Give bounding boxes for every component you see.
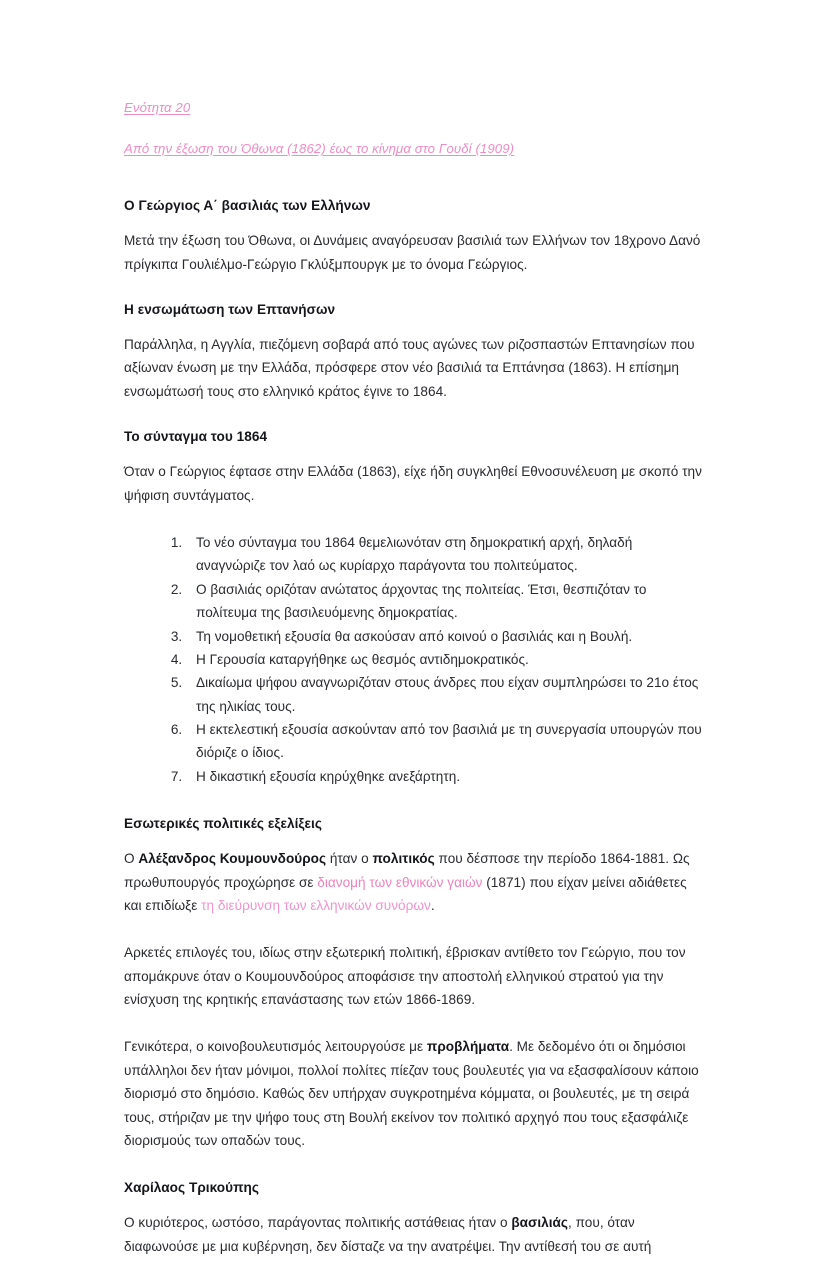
text-fragment: (1871) που είχαν μείνει αδιάθετες και επιδίωξε [124, 874, 687, 913]
paragraph-trikoupis [124, 1211, 704, 1258]
heading-constitution-1864: Το σύνταγμα του 1864 [124, 429, 268, 445]
text-fragment: . Με δεδομένο ότι οι δημόσιοι υπάλληλοι δεν ήταν μόνιμοι, πολλοί πολίτες πίεζαν τους βουλευτές για να εξασφαλίσουν κάποιο διορισμό στο δημόσιο. Καθώς δεν υπήρχαν συγκροτημένα κόμματα, οι βουλευτές, με τη σειρά τους, στήριζαν με την ψήφο τους στη Βουλή εκείνον τον πολιτικό αρχηγό που τους εξασφάλιζε διορισμούς των οπαδών τους. [124, 1039, 699, 1148]
bold-king: βασιλιάς [511, 1215, 568, 1231]
text-fragment: Ο [124, 851, 139, 867]
bold-problems: προβλήματα [426, 1039, 510, 1055]
paragraph-eptanisa-annexation: Παράλληλα, η Αγγλία, πιεζόμενη σοβαρά από τους αγώνες των ριζοσπαστών Επτανησίων που αξίωναν ένωση με την Ελλάδα, πρόσφερε στον νέο βασιλιά τα Επτάνησα (1863). Η επίσημη ενσωμάτωσή τους στο ελληνικό κράτος έγινε το 1864. [124, 337, 695, 399]
paragraph-george-first: Μετά την έξωση του Όθωνα, οι Δυνάμεις αναγόρευσαν βασιλιά των Ελλήνων τον 18χρονο Δανό πρίγκιπα Γουλιέλμο-Γεώργιο Γκλύξμπουργκ με το όνομα Γεώργιος. [124, 233, 701, 272]
document-unit-label[interactable]: Ενότητα 20 [124, 100, 191, 115]
link-border-expansion[interactable]: τη διεύρυνση των ελληνικών συνόρων [201, 897, 431, 913]
list-item: 7. Η δικαστική εξουσία κηρύχθηκε ανεξάρτητη. [186, 765, 704, 788]
list-item: 4. Η Γερουσία καταργήθηκε ως θεσμός αντιδημοκρατικός. [186, 648, 704, 671]
text-fragment: ήταν ο [326, 851, 373, 867]
link-national-lands-distribution[interactable]: διανομή των εθνικών γαιών [317, 874, 483, 890]
list-item: 2. Ο βασιλιάς οριζόταν ανώτατος άρχοντας της πολιτείας. Έτσι, θεσπιζόταν το πολίτευμα της βασιλευόμενης δημοκρατίας. [186, 578, 704, 625]
text-fragment: Ο κυριότερος, ωστόσο, παράγοντας πολιτικής αστάθειας ήταν ο [124, 1215, 512, 1231]
text-fragment: . [430, 897, 435, 913]
paragraph-foreign-policy-conflict: Αρκετές επιλογές του, ιδίως στην εξωτερική πολιτική, έβρισκαν αντίθετο τον Γεώργιο, που τον απομάκρυνε όταν ο Κουμουνδούρος αποφάσισε την αποστολή ελληνικού στρατού για την ενίσχυση της κρητικής επανάστασης των ετών 1866-1869. [124, 945, 686, 1008]
paragraph-constitution-1864: Όταν ο Γεώργιος έφτασε στην Ελλάδα (1863), είχε ήδη συγκληθεί Εθνοσυνέλευση με σκοπό την ψήφιση συντάγματος. [124, 464, 702, 503]
paragraph-parliamentarism-problems [124, 1035, 704, 1152]
bold-politician: πολιτικός [372, 851, 435, 867]
list-item: 1. Το νέο σύνταγμα του 1864 θεμελιωνόταν στη δημοκρατική αρχή, δηλαδή αναγνώριζε τον λαό ως κυρίαρχο παράγοντα του πολιτεύματος. [186, 531, 704, 578]
text-fragment: Γενικότερα, ο κοινοβουλευτισμός λειτουργούσε με [124, 1039, 427, 1055]
document-content [124, 98, 704, 1282]
paragraph-koumoundouros [124, 847, 704, 917]
list-item: 3. Τη νομοθετική εξουσία θα ασκούσαν από κοινού ο βασιλιάς και η Βουλή. [186, 625, 704, 648]
bold-koumoundouros-name: Αλέξανδρος Κουμουνδούρος [138, 851, 327, 867]
constitution-provisions-list [124, 531, 704, 788]
text-fragment: που δέσποσε την περίοδο 1864-1881. Ως πρωθυπουργός προχώρησε σε [124, 851, 690, 890]
heading-eptanisa-annexation: Η ενσωμάτωση των Επτανήσων [124, 302, 336, 318]
text-fragment: , που, όταν διαφωνούσε με μια κυβέρνηση, δεν δίσταζε να την ανατρέψει. Την αντίθεσή του σε αυτή [124, 1215, 652, 1254]
heading-internal-politics: Εσωτερικές πολιτικές εξελίξεις [124, 816, 322, 832]
heading-george-first: Ο Γεώργιος Α΄ βασιλιάς των Ελλήνων [124, 198, 371, 214]
document-subtitle[interactable]: Από την έξωση του Όθωνα (1862) έως το κίνημα στο Γουδί (1909) [124, 141, 515, 157]
list-item: 5. Δικαίωμα ψήφου αναγνωριζόταν στους άνδρες που είχαν συμπληρώσει το 21ο έτος της ηλικίας τους. [186, 671, 704, 718]
list-item: 6. Η εκτελεστική εξουσία ασκούνταν από τον βασιλιά με τη συνεργασία υπουργών που διόριζε ο ίδιος. [186, 718, 704, 765]
heading-trikoupis: Χαρίλαος Τρικούπης [124, 1180, 260, 1196]
